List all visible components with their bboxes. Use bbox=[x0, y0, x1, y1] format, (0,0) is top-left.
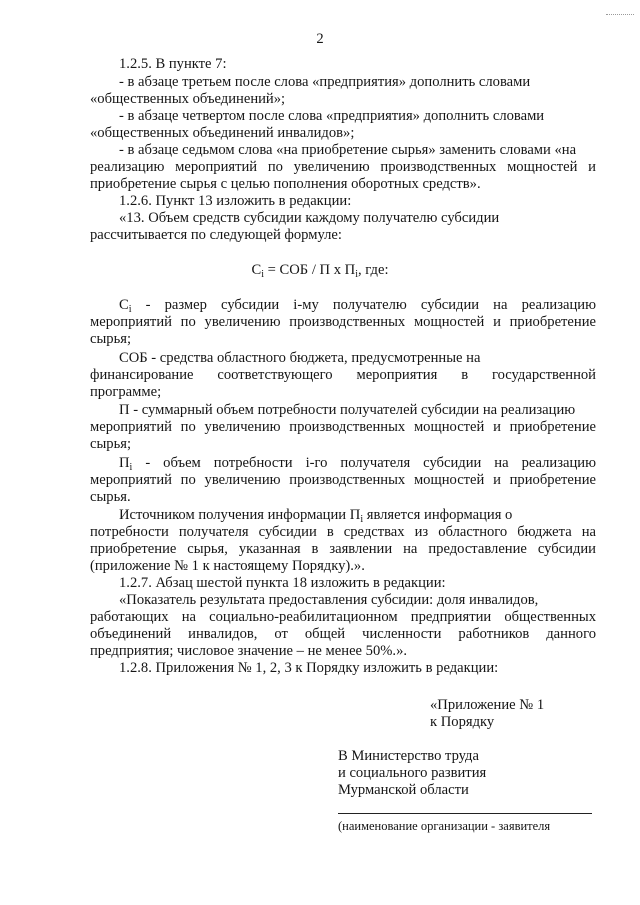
formula-ci-subscript: i bbox=[261, 269, 264, 280]
body-line bbox=[119, 507, 596, 525]
body-line: 1.2.8. Приложения № 1, 2, 3 к Порядку изложить в редакции: bbox=[119, 660, 499, 676]
formula-ci: C bbox=[251, 262, 262, 278]
body-line: предприятия; числовое значение – не менее 50%.». bbox=[90, 643, 408, 659]
body-line: «общественных объединений инвалидов»; bbox=[90, 125, 355, 141]
body-line: мероприятий по увеличению производственных мощностей и приобретение bbox=[90, 419, 596, 435]
body-line: мероприятий по увеличению производственных мощностей и приобретение bbox=[90, 472, 596, 488]
page-number: 2 bbox=[316, 31, 324, 47]
body-line: рассчитывается по следующей формуле: bbox=[90, 227, 342, 243]
formula-where: , где: bbox=[358, 262, 389, 278]
address-line: Мурманской области bbox=[338, 782, 469, 798]
formula-pi-subscript: i bbox=[355, 269, 358, 280]
body-line bbox=[119, 297, 596, 315]
body-line: 1.2.7. Абзац шестой пункта 18 изложить в редакции: bbox=[119, 575, 446, 591]
line-tail: является информация о bbox=[363, 507, 513, 523]
term-definition: размер субсидии i-му получателю субсидии на реализацию bbox=[164, 297, 596, 313]
body-line: «Показатель результата предоставления субсидии: доля инвалидов, bbox=[119, 592, 539, 608]
body-line: реализацию мероприятий по увеличению производственных мощностей и bbox=[90, 159, 596, 175]
body-line: мероприятий по увеличению производственных мощностей и приобретение bbox=[90, 314, 596, 330]
body-line: сырья. bbox=[90, 489, 131, 505]
body-line: потребности получателя субсидии в средствах из областного бюджета на bbox=[90, 524, 596, 540]
body-line: приобретение сырья с целью пополнения оборотных средств». bbox=[90, 176, 481, 192]
body-line: 1.2.5. В пункте 7: bbox=[119, 56, 227, 72]
term-subscript: i bbox=[128, 304, 132, 315]
appendix-line: «Приложение № 1 bbox=[430, 697, 545, 713]
body-line: объединений инвалидов, от общей численности работников данного bbox=[90, 626, 596, 642]
term-symbol: П bbox=[119, 455, 130, 471]
body-line: (приложение № 1 к настоящему Порядку).». bbox=[90, 558, 365, 574]
term-symbol: C bbox=[119, 297, 129, 313]
term-dash: - bbox=[131, 297, 165, 313]
body-line: работающих на социально-реабилитационном предприятии общественных bbox=[90, 609, 596, 625]
body-line: СОБ - средства областного бюджета, предусмотренные на bbox=[119, 350, 481, 366]
term-definition: объем потребности i-го получателя субсидии на реализацию bbox=[163, 455, 596, 471]
term-subscript: i bbox=[129, 462, 133, 473]
body-line: П - суммарный объем потребности получателей субсидии на реализацию bbox=[119, 402, 576, 418]
address-line: и социального развития bbox=[338, 765, 487, 781]
signature-underline bbox=[338, 813, 592, 814]
body-line: - в абзаце седьмом слова «на приобретение сырья» заменить словами «на bbox=[119, 142, 577, 158]
body-line: приобретение сырья, указанная в заявлении на предоставление субсидии bbox=[90, 541, 596, 557]
line-subscript: i bbox=[360, 514, 364, 525]
body-line: - в абзаце третьем после слова «предприятия» дополнить словами bbox=[119, 74, 531, 90]
scan-corner-mark bbox=[606, 6, 634, 15]
formula-expression: = СОБ / П х П bbox=[264, 262, 356, 278]
appendix-line: к Порядку bbox=[430, 714, 495, 730]
address-line: В Министерство труда bbox=[338, 748, 479, 764]
body-line bbox=[119, 455, 596, 473]
signature-caption: (наименование организации - заявителя bbox=[338, 819, 551, 833]
body-line: - в абзаце четвертом после слова «предприятия» дополнить словами bbox=[119, 108, 545, 124]
body-line: сырья; bbox=[90, 331, 132, 347]
subsidy-formula bbox=[0, 262, 640, 280]
body-line: программе; bbox=[90, 384, 162, 400]
line-text: Источником получения информации П bbox=[119, 507, 361, 523]
body-line: 1.2.6. Пункт 13 изложить в редакции: bbox=[119, 193, 352, 209]
body-line: «13. Объем средств субсидии каждому получателю субсидии bbox=[119, 210, 500, 226]
body-line: финансирование соответствующего мероприятия в государственной bbox=[90, 367, 596, 383]
body-line: «общественных объединений»; bbox=[90, 91, 286, 107]
term-dash: - bbox=[132, 455, 164, 471]
body-line: сырья; bbox=[90, 436, 132, 452]
